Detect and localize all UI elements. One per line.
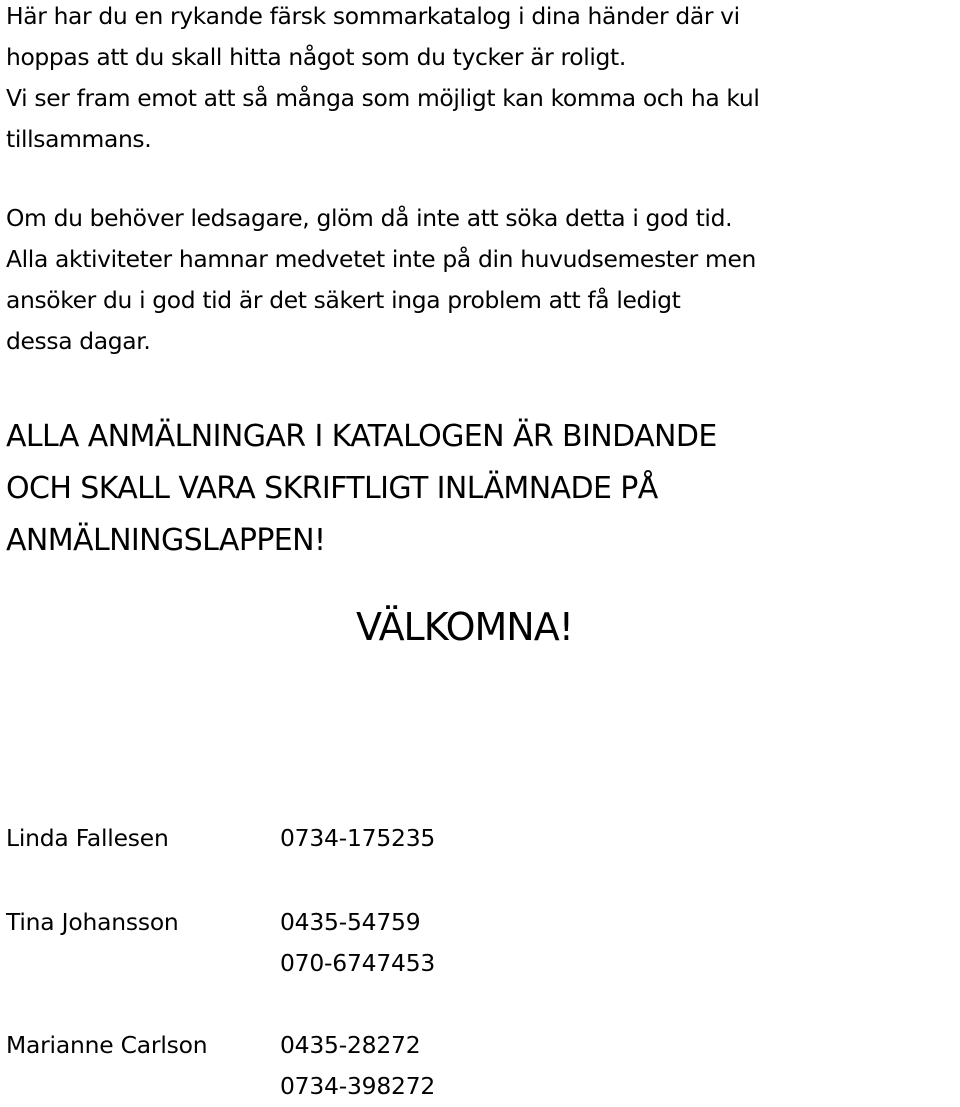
contact-phone: 0734-398272	[280, 1072, 436, 1100]
notice-line: Alla aktiviteter hamnar medvetet inte på din huvudsemester men	[6, 245, 756, 273]
intro-line: tillsammans.	[6, 125, 152, 153]
escort-notice-paragraph	[6, 198, 756, 362]
contact-phone: 0435-54759	[280, 908, 421, 936]
binding-notice-line: ANMÄLNINGSLAPPEN!	[6, 523, 326, 558]
notice-line: dessa dagar.	[6, 327, 151, 355]
intro-line: Vi ser fram emot att så många som möjligt kan komma och ha kul	[6, 84, 760, 112]
contact-phones	[280, 1025, 435, 1107]
contact-phones	[280, 902, 435, 984]
notice-line: ansöker du i god tid är det säkert inga problem att få ledigt	[6, 286, 681, 314]
binding-notice-line: ALLA ANMÄLNINGAR I KATALOGEN ÄR BINDANDE	[6, 419, 717, 454]
contact-name: Linda Fallesen	[6, 824, 169, 852]
notice-line: Om du behöver ledsagare, glöm då inte att söka detta i god tid.	[6, 204, 733, 232]
intro-paragraph	[6, 0, 760, 160]
contact-phone: 070-6747453	[280, 949, 436, 977]
binding-notice-line: OCH SKALL VARA SKRIFTLIGT INLÄMNADE PÅ	[6, 471, 658, 506]
intro-line: hoppas att du skall hitta något som du tycker är roligt.	[6, 43, 626, 71]
binding-registration-notice	[6, 411, 717, 567]
contact-name: Marianne Carlson	[6, 1031, 208, 1059]
contact-phone: 0435-28272	[280, 1031, 421, 1059]
intro-line: Här har du en rykande färsk sommarkatalog i dina händer där vi	[6, 2, 740, 30]
welcome-heading: VÄLKOMNA!	[356, 605, 573, 649]
contact-name: Tina Johansson	[6, 908, 179, 936]
contact-phones	[280, 818, 435, 859]
contact-phone: 0734-175235	[280, 824, 436, 852]
